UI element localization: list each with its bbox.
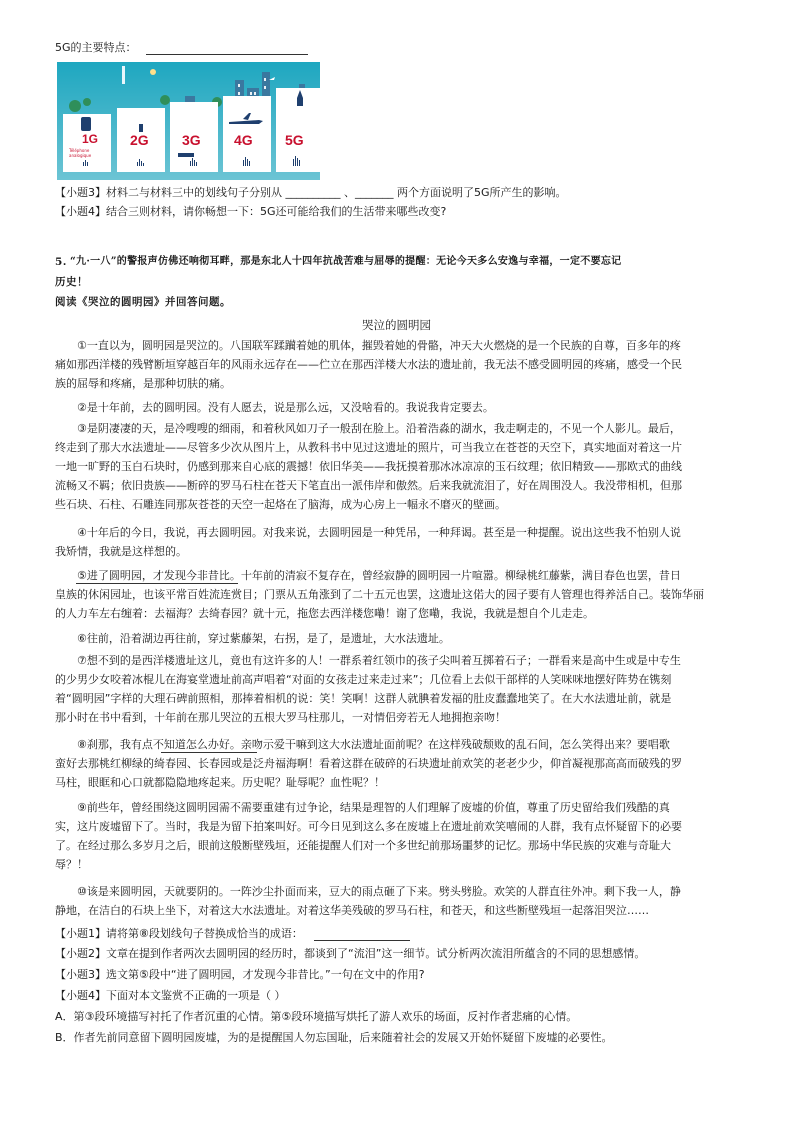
paragraph-2: ②是十年前，去的圆明园。没有人愿去，说是那么远，又没啥看的。我说我肯定要去。	[77, 401, 494, 414]
gen-label-4g: 4G	[234, 132, 253, 148]
answer-blank-5g-features[interactable]	[146, 54, 308, 55]
label-5g-features: 5G的主要特点：	[55, 41, 137, 54]
q5-instruction: 阅读《哭泣的圆明园》并回答问题。	[55, 296, 231, 308]
q4-subquestion-4: 【小题4】结合三则材料，请你畅想一下：5G还可能给我们的生活带来哪些改变?	[55, 205, 447, 218]
paragraph-3: ③是阴凄凄的天，是冷嗖嗖的细雨，和着秋风如刀子一般刮在脸上。沿着浩淼的湖水，我走啊走的，不见一个人影儿。最后， 终走到了那大水法遗址——尽管多少次从图片上，从教科书中见过这遗址的照片，可当我立在苍苍的天空下，真实地面对着这一片 一地一旷野的玉白石块时，仍感到那来自心底的震撼！依旧华美——我抚摸着那冰冰凉凉的玉石纹理；依旧精致——那欧式的曲线 流畅又不羁；依旧贵族——断碎的罗马石柱在苍天下笔直出一派伟岸和傲然。后来我就流泪了，好在周围没人。我没带相机，但那 些石块、石柱、石雕连同那灰苍苍的天空一起烙在了脑海，成为心房上一幅永不磨灭的壁画。	[55, 422, 682, 511]
gen-caption-1g: Téléphone analogique	[69, 148, 92, 158]
answer-blank-idiom[interactable]	[314, 940, 410, 941]
article-title: 哭泣的圆明园	[362, 318, 431, 332]
q5-option-a[interactable]: A．第③段环境描写衬托了作者沉重的心情。第⑤段环境描写烘托了游人欢乐的场面，反衬作者悲痛的心情。	[55, 1010, 578, 1023]
paragraph-6: ⑥往前，沿着湖边再往前，穿过紫藤架，右拐，是了，是遗址，大水法遗址。	[77, 632, 450, 645]
article-body	[55, 336, 745, 393]
paragraph-10: ⑩该是来圆明园，天就要阴的。一阵沙尘扑面而来，豆大的雨点砸了下来。劈头劈脸。欢笑的人群直往外冲。剩下我一人，静 静地，在洁白的石块上坐下，对着这大水法遗址。对着这华美残破的罗马石柱，和苍天，和这些断壁残垣一起落泪哭泣……	[55, 885, 681, 917]
generations-illustration	[57, 62, 320, 180]
paragraph-7: ⑦想不到的是西洋楼遗址这儿，竟也有这许多的人！一群系着红领巾的孩子尖叫着互掷着石子；一群看来是高中生或是中专生 的少男少女咬着冰棍儿在海宴堂遗址前高声唱着“对面的女孩走过来走过来”；几位看上去似干部样的人笑咪咪地摆好阵势在镌刻 着“圆明园”字样的大理石碑前照相，那捧着相机的说：笑！笑啊！这群人就腆着发福的肚皮蠢蠢地笑了。在大水法遗址前，就是 那小时在书中看到，十年前在那儿哭泣的五根大罗马柱那儿，一对情侣旁若无人地拥抱亲吻！	[55, 654, 681, 724]
paragraph-5: ⑤进了圆明园，才发现今非昔比。十年前的清寂不复存在，曾经寂静的圆明园一片喧嚣。柳绿桃红藤紫，满目春色也罢，昔日 皇族的休闲园址，也该平常百姓流连赏目；门票从五角涨到了二十五元也罢，这遗址这偌大的园子要有人管理也得养活自己。装饰华丽 的人力车左右缠着：去福海？去绮春园？就十元，拖您去西洋楼您嘞！谢了您嘞，我说，我就是想自个儿走走。	[55, 569, 704, 620]
gen-label-2g: 2G	[130, 132, 149, 148]
gen-label-1g: 1G	[82, 132, 99, 146]
paragraph-4: ④十年后的今日，我说，再去圆明园。对我来说，去圆明园是一种凭吊，一种拜谒。甚至是一种提醒。说出这些我不怕别人说 我矫情，我就是这样想的。	[55, 526, 681, 558]
q5-option-b[interactable]: B．作者先前同意留下圆明园废墟，为的是提醒国人勿忘国耻，后来随着社会的发展又开始怀疑留下废墟的必要性。	[55, 1031, 613, 1044]
q4-subquestion-3: 【小题3】材料二与材料三中的划线句子分别从 __________ 、_______ 两个方面说明了5G所产生的影响。	[55, 186, 567, 199]
gen-label-5g: 5G	[285, 132, 304, 148]
q5-number: 5.	[55, 256, 67, 268]
q5-intro-line1: “九·一八”的警报声仿佛还响彻耳畔，那是东北人十四年抗战苦难与屈辱的提醒：无论今天多么安逸与幸福，一定不要忘记	[70, 256, 622, 267]
gen-label-3g: 3G	[182, 132, 201, 148]
q5-subquestion-2: 【小题2】文章在提到作者两次去圆明园的经历时，都谈到了“流泪”这一细节。试分析两次流泪所蕴含的不同的思想感情。	[55, 947, 646, 960]
q5-intro-line2: 历史！	[55, 276, 88, 288]
paragraph-1: ①一直以为，圆明园是哭泣的。八国联军蹂躏着她的肌体，摧毁着她的骨骼，冲天大火燃烧的是一个民族的自尊，百多年的疼 痛如那西洋楼的残臂断垣穿越百年的风雨永远存在——伫立在那西洋楼大水法的遗址前，我无法不感受圆明园的疼痛，感受一个民 族的屈辱和疼痛，是那种切肤的痛。	[55, 339, 682, 390]
paragraph-8: ⑧刹那，我有点不知道怎么办好。亲吻示爱干嘛到这大水法遗址面前呢？在这样残破颓败的乱石间，怎么笑得出来？要唱歌 蛮好去那桃红柳绿的绮春园、长春园或是泛舟福海啊！看着这群在破碎的石块遗址前欢笑的老老少少，仰首凝视那高高而破残的罗 马柱，眼眶和心口就都隐隐地疼起来。历史呢？耻辱呢？血性呢？！	[55, 738, 682, 789]
underline-para5	[76, 583, 238, 584]
paragraph-9: ⑨前些年，曾经围绕这圆明园需不需要重建有过争论，结果是理智的人们理解了废墟的价值，尊重了历史留给我们残酷的真 实，这片废墟留下了。当时，我是为留下拍案叫好。可今日见到这么多在废墟上在遗址前欢笑嘻闹的人群，我有点怀疑留下的必要 了。在经过那么多岁月之后，眼前这般断壁残垣，还能提醒人们对一个多世纪前那场噩梦的记忆。那场中华民族的灾难与奇耻大 辱？！	[55, 801, 682, 871]
underline-para8	[161, 752, 257, 753]
q5-subquestion-4: 【小题4】下面对本文鉴赏不正确的一项是（ ）	[55, 989, 286, 1002]
q5-subquestion-3: 【小题3】选文第⑤段中“进了圆明园，才发现今非昔比。”一句在文中的作用?	[55, 968, 425, 981]
mobile-generations-figure	[57, 62, 320, 180]
q5-subquestion-1: 【小题1】请将第⑧段划线句子替换成恰当的成语：	[55, 927, 303, 940]
